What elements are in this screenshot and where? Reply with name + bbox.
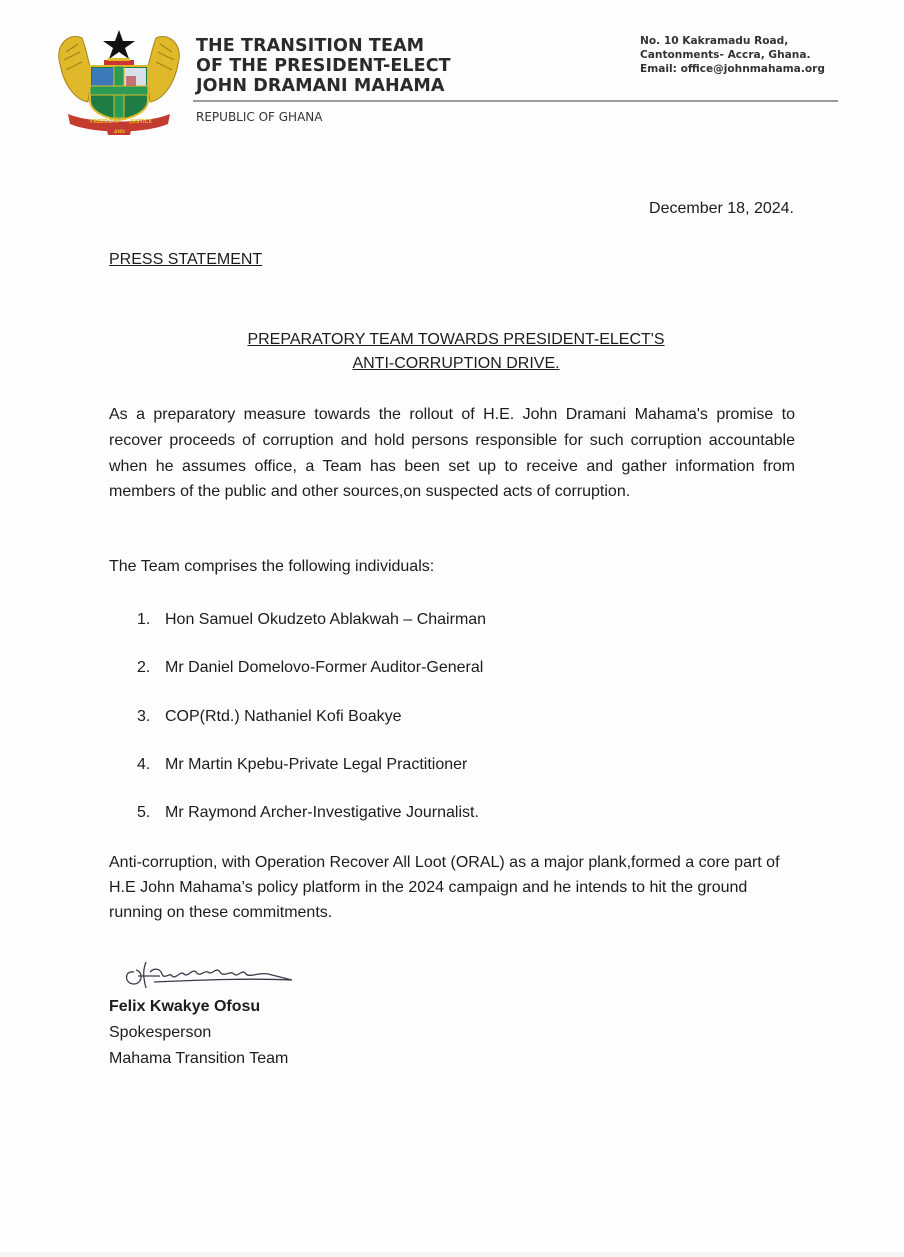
team-intro: The Team comprises the following individuals: [109,558,435,575]
address-block [640,34,825,76]
list-item [137,803,486,851]
list-number: 2. [137,659,151,677]
intro-paragraph: As a preparatory measure towards the rollout of H.E. John Dramani Mahama's promise to recover proceeds of corruption and hold persons responsible for such corruption accountable when he assumes office, a Team has been set up to receive and gather information from members of the public and other sources,on suspected acts of corruption. [109,406,795,501]
statement-date: December 18, 2024. [649,200,794,217]
page-bottom-edge [0,1252,904,1257]
ghana-coat-of-arms-icon [52,24,186,136]
team-members-list [137,610,486,851]
svg-text:JUSTICE: JUSTICE [130,119,152,125]
member-name: Mr Martin Kpebu-Private Legal Practitioner [165,755,468,773]
list-item [137,707,486,755]
signer-role: Spokesperson [109,1024,212,1041]
list-number: 1. [137,611,151,628]
org-line: OF THE PRESIDENT-ELECT [196,56,451,76]
member-name: COP(Rtd.) Nathaniel Kofi Boakye [165,707,402,725]
signer-name: Felix Kwakye Ofosu [109,998,261,1015]
statement-title [0,328,904,376]
email-line: Email: office@johnmahama.org [640,63,825,75]
address-line: Cantonments- Accra, Ghana. [640,49,811,61]
handwritten-signature-icon [120,950,295,992]
address-line: No. 10 Kakramadu Road, [640,35,789,47]
list-item [137,658,486,706]
republic-subtitle: REPUBLIC OF GHANA [196,110,323,124]
closing-paragraph: Anti-corruption, with Operation Recover All Loot (ORAL) as a major plank,formed a core part of H.E John Mahama’s policy platform in the 2024 campaign and he intends to hit the ground running on these commitments. [109,854,780,921]
press-statement-label: PRESS STATEMENT [109,251,263,268]
organization-name [196,36,451,96]
org-line: THE TRANSITION TEAM [196,36,425,56]
title-line: PREPARATORY TEAM TOWARDS PRESIDENT-ELECT'S [247,331,665,348]
header-divider [193,100,838,102]
list-item [137,755,486,803]
svg-text:FREEDOM: FREEDOM [90,119,118,125]
list-number: 4. [137,755,151,773]
member-name: Mr Daniel Domelovo-Former Auditor-General [165,659,484,677]
title-line: ANTI-CORRUPTION DRIVE. [352,355,560,372]
svg-text:AND: AND [114,130,125,135]
list-number: 3. [137,707,151,725]
member-name: Mr Raymond Archer-Investigative Journalist. [165,804,479,822]
org-line: JOHN DRAMANI MAHAMA [196,76,445,96]
member-name: Hon Samuel Okudzeto Ablakwah – Chairman [165,611,487,628]
list-number: 5. [137,804,151,822]
list-item [137,610,486,658]
signer-team: Mahama Transition Team [109,1050,289,1067]
